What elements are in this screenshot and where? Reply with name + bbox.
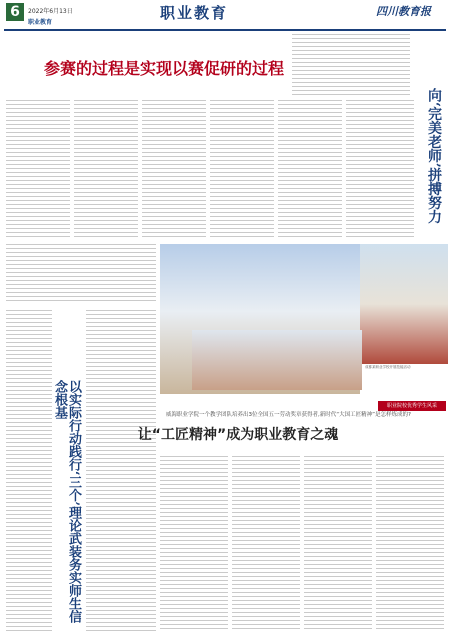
article-2-column-3 <box>304 456 372 632</box>
section-banner: 职业院校优秀学生风采 <box>378 401 446 411</box>
bottom-photo <box>192 330 362 390</box>
article-2-column-1 <box>160 456 228 632</box>
article-2-subheadline: 威海职业学院一个教学团队培养出3位全国五一劳动奖章获得者,新时代“大国工匠精神”是怎样炼成的? <box>166 412 411 418</box>
right-feature-column <box>346 100 414 240</box>
article-1-column-4 <box>210 100 274 240</box>
left-feature-column-2 <box>86 310 156 632</box>
page-number: 6 <box>6 3 24 21</box>
article-1-column-1 <box>6 100 70 240</box>
section-title: 职业教育 <box>160 4 229 22</box>
left-feature-headline: 以实际行动践行‘三个’理论武装务实师生信念根基 <box>52 380 81 624</box>
masthead-logo: 四川教育报 <box>376 5 431 18</box>
article-2-headline: 让“工匠精神”成为职业教育之魂 <box>137 427 339 443</box>
article-2-column-2 <box>232 456 300 632</box>
article-1-column-2 <box>74 100 138 240</box>
column-label: 职业教育 <box>28 19 53 26</box>
photo-caption: 成都某职业学校开展技能活动 <box>365 365 411 369</box>
side-photo <box>360 244 448 364</box>
header-rule <box>4 29 446 31</box>
left-feature-column-1 <box>6 310 52 632</box>
right-feature-top-text <box>292 34 410 96</box>
article-1-headline: 参赛的过程是实现以赛促研的过程 <box>44 59 285 78</box>
article-1-column-3 <box>142 100 206 240</box>
article-1-column-5 <box>278 100 342 240</box>
left-feature-intro <box>6 244 156 304</box>
right-feature-headline: 向‘完美老师’拼搏努力 <box>426 88 442 224</box>
article-2-column-4 <box>376 456 444 632</box>
issue-date: 2022年6月13日 <box>28 8 73 15</box>
